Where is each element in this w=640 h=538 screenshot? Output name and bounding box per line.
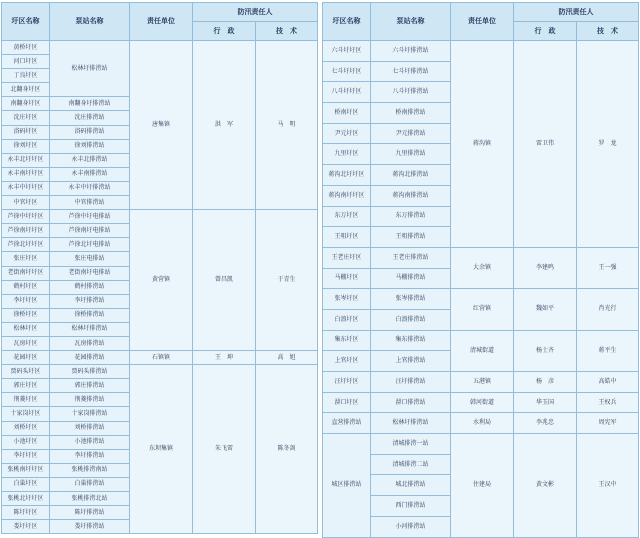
station-name-cell: 永丰中圩排涝站 — [50, 181, 130, 195]
polder-name-cell: 马棚圩区 — [323, 268, 371, 289]
station-name-cell: 白巢排涝站 — [50, 477, 130, 491]
station-name-cell: 清城排涝一站 — [371, 434, 451, 455]
admin-header: 行 政 — [514, 22, 577, 41]
admin-person-cell: 李兆忠 — [514, 413, 577, 434]
polder-name-cell: 张岑圩区 — [323, 289, 371, 310]
station-name-cell: 永丰北排涝站 — [50, 153, 130, 167]
polder-name-cell: 上官圩区 — [323, 351, 371, 372]
polder-name-cell: 桥南圩区 — [323, 103, 371, 124]
station-name-cell: 八斗圩排涝站 — [371, 82, 451, 103]
responsible-unit-cell: 蒋沟镇 — [451, 41, 514, 248]
polder-name-cell: 王老庄圩区 — [323, 247, 371, 268]
tech-person-cell: 周宪军 — [577, 413, 639, 434]
responsible-unit-cell: 东坝集镇 — [130, 365, 193, 534]
polder-name-cell: 陈圩圩区 — [2, 506, 50, 520]
tech-person-cell: 王一强 — [577, 247, 639, 288]
polder-name-cell: 八斗圩圩区 — [323, 82, 371, 103]
polder-name-cell: 七斗圩圩区 — [323, 61, 371, 82]
tech-person-cell: 罗 龙 — [577, 41, 639, 248]
table-row — [323, 247, 639, 268]
table-row — [323, 392, 639, 413]
polder-name-cell: 郭庄圩区 — [2, 379, 50, 393]
station-name-cell: 集东排涝站 — [371, 330, 451, 351]
station-name-cell: 浴码排涝站 — [50, 125, 130, 139]
station-name-cell: 芦徐中圩电排站 — [50, 210, 130, 224]
station-name-cell: 王咀排涝站 — [371, 227, 451, 248]
admin-person-cell: 洪 军 — [193, 41, 256, 210]
polder-name-cell: 张桃南圩圩区 — [2, 463, 50, 477]
tech-person-cell: 蒋平生 — [577, 330, 639, 371]
polder-name-cell: 浴码圩区 — [2, 125, 50, 139]
table-row — [2, 351, 318, 365]
polder-name-cell: 汪圩圩区 — [323, 372, 371, 393]
polder-name-cell: 集东圩区 — [323, 330, 371, 351]
tech-person-cell: 高 旭 — [256, 351, 318, 365]
responsible-unit-cell: 五港镇 — [451, 372, 514, 393]
station-name-cell: 鹤村排涝站 — [50, 280, 130, 294]
station-name-cell: 刘桥排涝站 — [50, 421, 130, 435]
polder-name-cell: 徐桥圩区 — [2, 308, 50, 322]
station-name-cell: 小河排涝站 — [371, 516, 451, 537]
admin-person-cell: 华玉国 — [514, 392, 577, 413]
station-name-cell: 马棚排涝站 — [371, 268, 451, 289]
header-row — [323, 3, 639, 22]
polder-name-cell: 黄桥圩区 — [2, 41, 50, 55]
polder-name-cell: 淠口圩区 — [323, 392, 371, 413]
polder-name-cell: 花园圩区 — [2, 351, 50, 365]
responsible-unit-cell: 水利局 — [451, 413, 514, 434]
polder-name-cell: 十家岗圩区 — [2, 407, 50, 421]
station-name-cell: 张岑排涝站 — [371, 289, 451, 310]
polder-name-cell: 六斗圩圩区 — [323, 41, 371, 62]
polder-name-cell: 南翻身圩区 — [2, 97, 50, 111]
station-name-cell: 张庄电排站 — [50, 252, 130, 266]
station-name-cell: 上官排涝站 — [371, 351, 451, 372]
tech-person-cell: 王权兵 — [577, 392, 639, 413]
station-name-cell: 松林圩排涝站 — [371, 413, 451, 434]
table-row — [323, 289, 639, 310]
admin-person-cell: 黄文彬 — [514, 434, 577, 537]
polder-name-cell: 芦徐北圩圩区 — [2, 238, 50, 252]
station-name-cell: 李圩排涝站 — [50, 294, 130, 308]
polder-name-header: 圩区名称 — [323, 3, 371, 41]
polder-name-cell: 白浪圩区 — [323, 309, 371, 330]
tech-person-cell: 王汉中 — [577, 434, 639, 537]
polder-name-cell: 小池圩区 — [2, 435, 50, 449]
admin-person-cell: 杨士齐 — [514, 330, 577, 371]
tech-header: 技 术 — [577, 22, 639, 41]
responsible-unit-cell: 黄营镇 — [130, 210, 193, 351]
responsible-unit-cell: 红营镇 — [451, 289, 514, 330]
station-name-cell: 东万排涝站 — [371, 206, 451, 227]
polder-name-cell: 城区排涝站 — [323, 434, 371, 537]
tech-person-cell: 于青生 — [256, 210, 318, 351]
table-row — [2, 365, 318, 379]
station-name-cell: 桥南排涝站 — [371, 103, 451, 124]
tech-person-cell: 马 明 — [256, 41, 318, 210]
station-name-cell: 郭庄排涝站 — [50, 379, 130, 393]
station-name-cell: 瓦房排涝站 — [50, 336, 130, 350]
table-row — [2, 210, 318, 224]
admin-person-cell: 王 坤 — [193, 351, 256, 365]
tech-person-cell: 陈冬剑 — [256, 365, 318, 534]
station-name-cell: 荆菱排涝站 — [50, 393, 130, 407]
admin-person-cell: 李建鸣 — [514, 247, 577, 288]
station-name-cell: 沈庄排涝站 — [50, 111, 130, 125]
station-name-header: 泵站名称 — [371, 3, 451, 41]
polder-name-cell: 北翻身圩区 — [2, 83, 50, 97]
tech-person-cell: 肖光行 — [577, 289, 639, 330]
polder-name-cell: 徐刘圩区 — [2, 139, 50, 153]
station-name-cell: 十家岗排涝站 — [50, 407, 130, 421]
polder-name-cell: 蒋沟北圩圩区 — [323, 165, 371, 186]
station-name-cell: 陈圩排涝站 — [50, 506, 130, 520]
polder-name-cell: 尹元圩区 — [323, 123, 371, 144]
station-name-cell: 张桃排涝北站 — [50, 492, 130, 506]
polder-name-cell: 老街南圩圩区 — [2, 266, 50, 280]
admin-header: 行 政 — [193, 22, 256, 41]
polder-name-cell: 白巢圩区 — [2, 477, 50, 491]
station-name-cell: 花园排涝站 — [50, 351, 130, 365]
polder-name-cell: 瓦房圩区 — [2, 336, 50, 350]
station-name-cell: 淠口排涝站 — [371, 392, 451, 413]
responsible-unit-cell: 大余镇 — [451, 247, 514, 288]
table-row — [323, 372, 639, 393]
station-name-cell: 汪圩排涝站 — [371, 372, 451, 393]
polder-name-cell: 李圩圩区 — [2, 294, 50, 308]
station-name-cell: 贾码头排涝站 — [50, 365, 130, 379]
station-name-cell: 老街南圩电排站 — [50, 266, 130, 280]
responsible-unit-cell: 石镇镇 — [130, 351, 193, 365]
admin-person-cell: 雷卫伟 — [514, 41, 577, 248]
tech-header: 技 术 — [256, 22, 318, 41]
right-responsibility-table — [322, 2, 639, 538]
station-name-cell: 永丰南排涝站 — [50, 167, 130, 181]
polder-name-cell: 荆菱圩区 — [2, 393, 50, 407]
polder-name-cell: 九里圩区 — [323, 144, 371, 165]
polder-name-cell: 永丰北圩圩区 — [2, 153, 50, 167]
station-name-cell: 芦徐北圩电排站 — [50, 238, 130, 252]
station-name-cell: 九里排涝站 — [371, 144, 451, 165]
polder-name-cell: 王咀圩区 — [323, 227, 371, 248]
table-row — [323, 413, 639, 434]
admin-person-cell: 曾昌凯 — [193, 210, 256, 351]
station-name-cell: 张桃排涝南站 — [50, 463, 130, 477]
station-name-cell: 白浪排涝站 — [371, 309, 451, 330]
table-row — [323, 41, 639, 62]
admin-person-cell: 魏如平 — [514, 289, 577, 330]
table-row — [2, 41, 318, 55]
polder-name-cell: 东万圩区 — [323, 206, 371, 227]
flood-responsible-person-header: 防汛责任人 — [193, 3, 318, 22]
polder-name-cell: 芦徐中圩圩区 — [2, 210, 50, 224]
station-name-header: 泵站名称 — [50, 3, 130, 41]
station-name-cell: 小池排涝站 — [50, 435, 130, 449]
flood-responsible-person-header: 防汛责任人 — [514, 3, 639, 22]
station-name-cell: 南翻身圩排涝站 — [50, 97, 130, 111]
polder-name-cell: 永丰南圩圩区 — [2, 167, 50, 181]
station-name-cell: 尹元排涝站 — [371, 123, 451, 144]
polder-name-cell: 丁良圩区 — [2, 69, 50, 83]
responsible-unit-cell: 韩河街道 — [451, 392, 514, 413]
station-name-cell: 娄圩排涝站 — [50, 520, 130, 534]
responsible-unit-cell: 清城街道 — [451, 330, 514, 371]
station-name-cell: 六斗圩排涝站 — [371, 41, 451, 62]
polder-name-cell: 沈庄圩区 — [2, 111, 50, 125]
tech-person-cell: 高皓中 — [577, 372, 639, 393]
responsible-unit-header: 责任单位 — [130, 3, 193, 41]
station-name-cell: 王老庄排涝站 — [371, 247, 451, 268]
polder-name-cell: 直营排涝站 — [323, 413, 371, 434]
station-name-cell: 中官排涝站 — [50, 196, 130, 210]
polder-name-cell: 永丰中圩圩区 — [2, 181, 50, 195]
polder-name-cell: 芦徐南圩圩区 — [2, 224, 50, 238]
station-name-cell: 芦徐南圩电排站 — [50, 224, 130, 238]
header-row — [2, 3, 318, 22]
polder-name-cell: 娄圩圩区 — [2, 520, 50, 534]
left-responsibility-table — [1, 2, 318, 534]
polder-name-cell: 贾码头圩区 — [2, 365, 50, 379]
admin-person-cell: 朱飞雷 — [193, 365, 256, 534]
polder-name-cell: 张庄圩区 — [2, 252, 50, 266]
station-name-cell: 清城排涝二站 — [371, 454, 451, 475]
station-name-cell: 松林圩排涝站 — [50, 41, 130, 97]
station-name-cell: 蒋沟南排涝站 — [371, 185, 451, 206]
station-name-cell: 西门排涝站 — [371, 496, 451, 517]
admin-person-cell: 杨 彦 — [514, 372, 577, 393]
station-name-cell: 七斗圩排涝站 — [371, 61, 451, 82]
station-name-cell: 松林圩排涝站 — [50, 322, 130, 336]
station-name-cell: 徐桥排涝站 — [50, 308, 130, 322]
table-row — [323, 330, 639, 351]
polder-name-cell: 张桃北圩圩区 — [2, 492, 50, 506]
responsible-unit-cell: 唐集镇 — [130, 41, 193, 210]
polder-name-header: 圩区名称 — [2, 3, 50, 41]
polder-name-cell: 鹤村圩区 — [2, 280, 50, 294]
station-name-cell: 徐刘排涝站 — [50, 139, 130, 153]
responsible-unit-cell: 住建局 — [451, 434, 514, 537]
polder-name-cell: 中官圩区 — [2, 196, 50, 210]
station-name-cell: 蒋沟北排涝站 — [371, 165, 451, 186]
polder-name-cell: 刘桥圩区 — [2, 421, 50, 435]
station-name-cell: 李圩排涝站 — [50, 449, 130, 463]
polder-name-cell: 河口圩区 — [2, 55, 50, 69]
responsible-unit-header: 责任单位 — [451, 3, 514, 41]
polder-name-cell: 松林圩区 — [2, 322, 50, 336]
table-row — [323, 434, 639, 455]
polder-name-cell: 李圩圩区 — [2, 449, 50, 463]
station-name-cell: 城北排涝站 — [371, 475, 451, 496]
polder-name-cell: 蒋沟南圩圩区 — [323, 185, 371, 206]
